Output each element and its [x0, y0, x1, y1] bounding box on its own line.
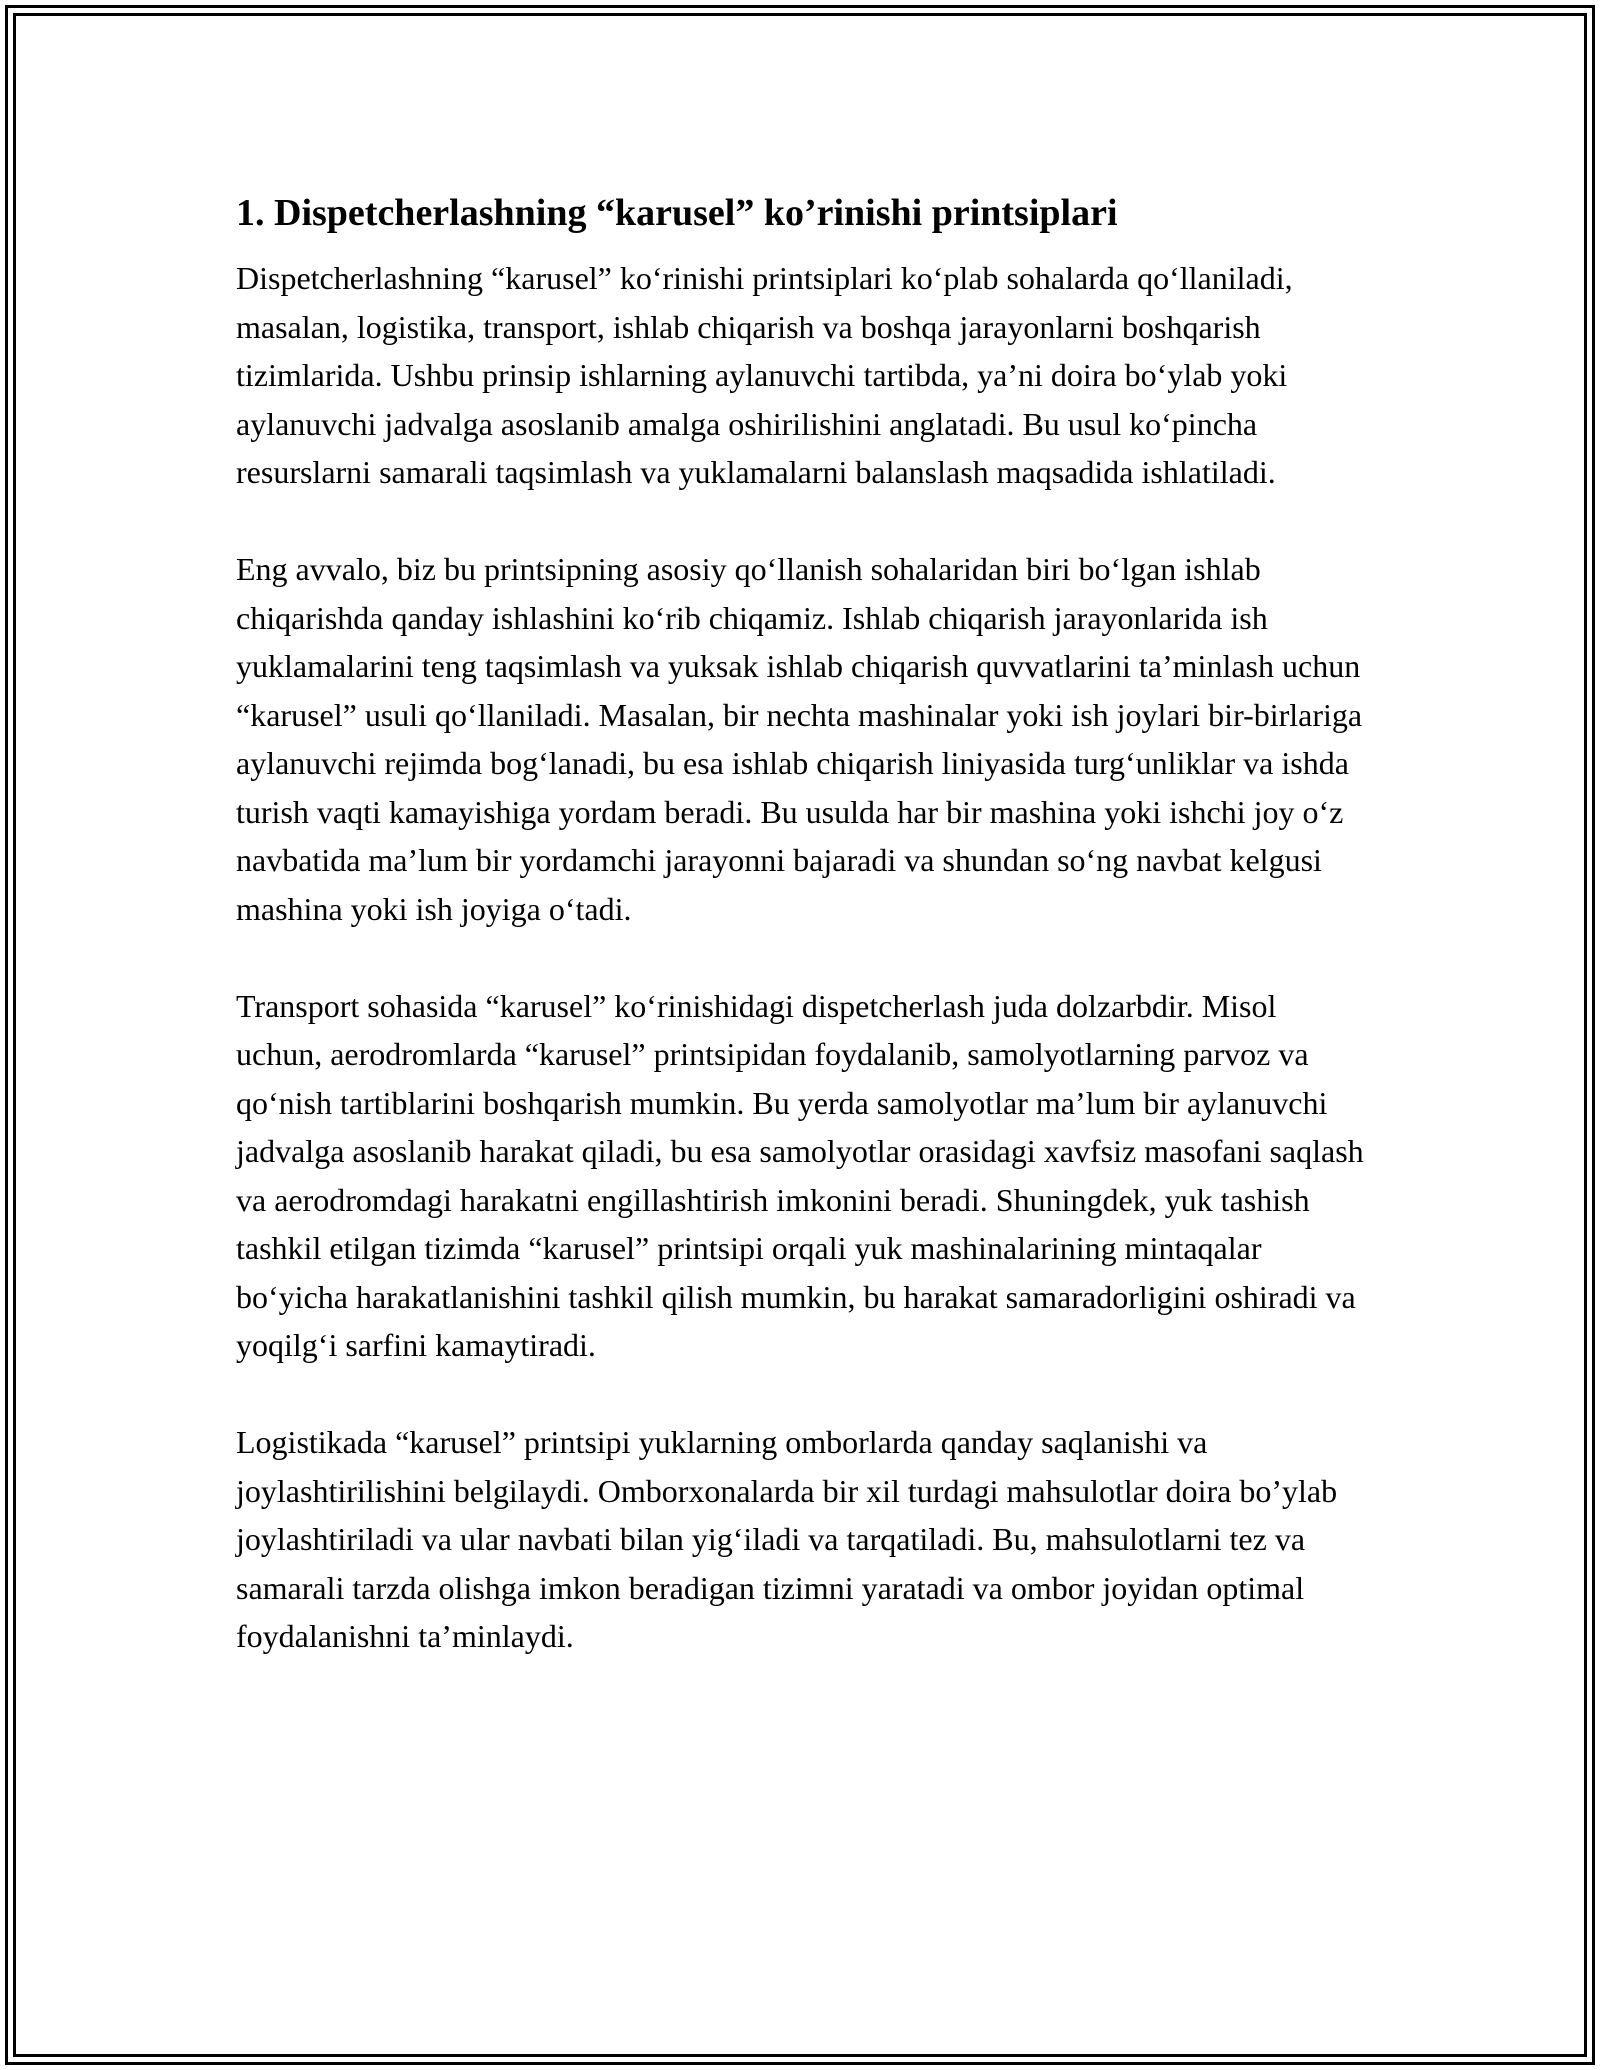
section-heading: 1. Dispetcherlashning “karusel” ko’rinishi printsiplari — [236, 192, 1118, 234]
paragraph-logistics: Logistikada “karusel” printsipi yuklarning omborlarda qanday saqlanishi va joylashtirilishini belgilaydi. Omborxonalarda bir xil turdagi mahsulotlar doira bo’ylab joylashtiriladi va ular navbati bilan yig‘iladi va tarqatiladi. Bu, mahsulotlarni tez va samarali tarzda olishga imkon beradigan tizimni yaratadi va ombor joyidan optimal foydalanishni ta’minlaydi. — [236, 1424, 1338, 1654]
paragraph-manufacturing: Eng avvalo, biz bu printsipning asosiy qo‘llanish sohalaridan biri bo‘lgan ishlab chiqarishda qanday ishlashini ko‘rib chiqamiz. Ishlab chiqarish jarayonlarida ish yuklamalarini teng taqsimlash va yuksak ishlab chiqarish quvvatlarini ta’minlash uchun “karusel” usuli qo‘llaniladi. Masalan, bir nechta mashinalar yoki ish joylari bir-birlariga aylanuvchi rejimda bog‘lanadi, bu esa ishlab chiqarish liniyasida turg‘unliklar va ishda turish vaqti kamayishiga yordam beradi. Bu usulda har bir mashina yoki ishchi joy o‘z navbatida ma’lum bir yordamchi jarayonni bajaradi va shundan so‘ng navbat kelgusi mashina yoki ish joyiga o‘tadi. — [236, 551, 1363, 927]
paragraph-intro: Dispetcherlashning “karusel” ko‘rinishi printsiplari ko‘plab sohalarda qo‘llaniladi, masalan, logistika, transport, ishlab chiqarish va boshqa jarayonlarni boshqarish tizimlarida. Ushbu prinsip ishlarning aylanuvchi tartibda, ya’ni doira bo‘ylab yoki aylanuvchi jadvalga asoslanib amalga oshirilishini anglatadi. Bu usul ko‘pincha resurslarni samarali taqsimlash va yuklamalarni balanslash maqsadida ishlatiladi. — [236, 260, 1293, 490]
paragraph-transport: Transport sohasida “karusel” ko‘rinishidagi dispetcherlash juda dolzarbdir. Misol uchun, aerodromlarda “karusel” printsipidan foydalanib, samolyotlarning parvoz va qo‘nish tartiblarini boshqarish mumkin. Bu yerda samolyotlar ma’lum bir aylanuvchi jadvalga asoslanib harakat qiladi, bu esa samolyotlar orasidagi xavfsiz masofani saqlash va aerodromdagi harakatni engillashtirish imkonini beradi. Shuningdek, yuk tashish tashkil etilgan tizimda “karusel” printsipi orqali yuk mashinalarining mintaqalar bo‘yicha harakatlanishini tashkil qilish mumkin, bu harakat samaradorligini oshiradi va yoqilg‘i sarfini kamaytiradi. — [236, 987, 1364, 1363]
document-body — [236, 188, 1366, 1661]
